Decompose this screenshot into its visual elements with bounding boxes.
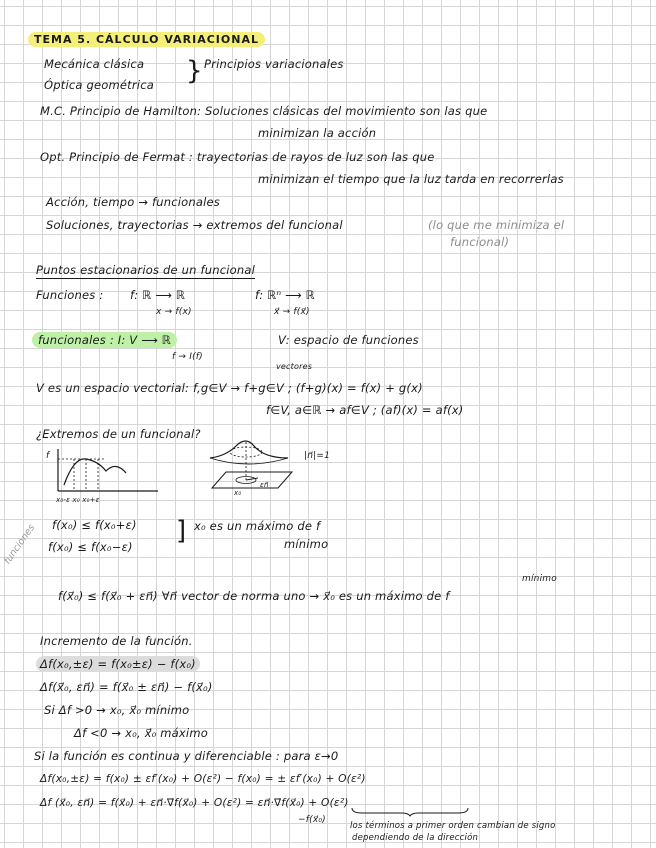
accion-line: Acción, tiempo → funcionales	[46, 195, 220, 209]
continua-underbrace	[350, 806, 470, 816]
brace-intro: }	[186, 56, 203, 86]
incremento-d1: Δf(x₀,±ε) = f(x₀±ε) − f(x₀)	[36, 656, 200, 672]
n-norm-label: |n⃗|=1	[304, 451, 331, 461]
extremos-question: ¿Extremos de un funcional?	[36, 427, 201, 441]
funcionales-bottom: f → I(f)	[172, 352, 203, 362]
graph-1d-curve	[64, 459, 126, 485]
espacio-line1: V es un espacio vectorial: f,g∈V → f+g∈V ; (f+g)(x) = f(x) + g(x)	[36, 381, 423, 395]
intro-optica: Óptica geométrica	[44, 78, 154, 92]
funcionales-line	[32, 333, 177, 347]
incremento-si2: Δf <0 → x₀, x⃗₀ máximo	[74, 726, 208, 740]
incremento-d2: Δf(x⃗₀, εn⃗) = f(x⃗₀ ± εn⃗) − f(x⃗₀)	[40, 680, 213, 694]
funcion-2-bottom: x⃗ → f(x⃗)	[274, 307, 310, 317]
intro-principios: Principios variacionales	[204, 57, 344, 71]
continua-eq1: Δf(x₀,±ε) = f(x₀) ± εf′(x₀) + O(ε²) − f(x₀) = ± εf′(x₀) + O(ε²)	[40, 773, 366, 785]
graph-2d-x0: x₀	[234, 489, 242, 497]
intro-mecanica: Mecánica clásica	[44, 57, 145, 71]
incremento-d1-wrap	[36, 657, 200, 671]
continua-line: Si la función es continua y diferenciable : para ε→0	[34, 749, 339, 763]
side-note-funciones: funciones	[2, 522, 38, 567]
graph-2d-plane	[212, 472, 292, 488]
incremento-heading: Incremento de la función.	[40, 634, 193, 648]
funcion-2-top: f: ℝⁿ ⟶ ℝ	[255, 288, 315, 302]
continua-eq2: Δf (x⃗₀, εn⃗) = f(x⃗₀) + εn⃗·∇⃗f(x⃗₀) + O(ε²) = εn⃗·∇⃗f(x⃗₀) + O(ε²)	[40, 797, 349, 809]
espacio-line2: f∈V, a∈ℝ → af∈V ; (af)(x) = af(x)	[266, 403, 464, 417]
puntos-heading	[36, 263, 255, 277]
continua-minus-f: −f(x⃗₀)	[298, 815, 326, 825]
page-title	[28, 33, 265, 47]
graph-2d-rim	[210, 458, 288, 464]
brace-cond: ]	[176, 516, 187, 546]
vec-cond-line: f(x⃗₀) ≤ f(x⃗₀ + εn⃗) ∀n⃗ vector de norma uno → x⃗₀ es un máximo de f	[58, 589, 450, 603]
funciones-label: Funciones :	[36, 288, 104, 302]
puntos-heading-text: Puntos estacionarios de un funcional	[36, 263, 255, 277]
soluciones-note-1: (lo que me minimiza el	[428, 218, 565, 232]
graph-2d-en: εn⃗	[260, 481, 269, 489]
funcion-1-top: f: ℝ ⟶ ℝ	[130, 288, 186, 302]
cond-line2: f(x₀) ≤ f(x₀−ε)	[48, 540, 133, 554]
funcionales-highlight: funcionales : I: V ⟶ ℝ	[32, 332, 177, 348]
hamilton-line1: M.C. Principio de Hamilton: Soluciones clásicas del movimiento son las que	[40, 104, 488, 118]
graph-2d	[196, 436, 306, 496]
graph-2d-surface	[210, 441, 288, 458]
cond-result1: x₀ es un máximo de f	[194, 519, 321, 533]
funcionales-vdef: V: espacio de funciones	[278, 333, 419, 347]
title-highlight: TEMA 5. CÁLCULO VARIACIONAL	[28, 32, 265, 47]
vectores-note: vectores	[276, 362, 313, 371]
funcion-1-bottom: x → f(x)	[156, 307, 192, 317]
vec-cond-minimo: mínimo	[522, 574, 557, 584]
cond-result2: mínimo	[284, 537, 329, 551]
fermat-line1: Opt. Principio de Fermat : trayectorias de rayos de luz son las que	[40, 150, 435, 164]
continua-note2: dependiendo de la dirección	[352, 833, 479, 843]
graph-1d-f-label: f	[46, 451, 50, 461]
graph-1d-xticks: x₀-ε x₀ x₀+ε	[56, 496, 100, 504]
soluciones-line: Soluciones, trayectorias → extremos del funcional	[46, 218, 343, 232]
soluciones-note-2: funcional)	[450, 235, 510, 249]
continua-note1: los términos a primer orden cambian de signo	[350, 821, 556, 831]
incremento-si1: Si Δf >0 → x₀, x⃗₀ mínimo	[44, 703, 190, 717]
cond-line1: f(x₀) ≤ f(x₀+ε)	[52, 518, 137, 532]
hamilton-line2: minimizan la acción	[258, 126, 377, 140]
underbrace-path	[352, 808, 468, 816]
fermat-line2: minimizan el tiempo que la luz tarda en recorrerlas	[258, 172, 564, 186]
